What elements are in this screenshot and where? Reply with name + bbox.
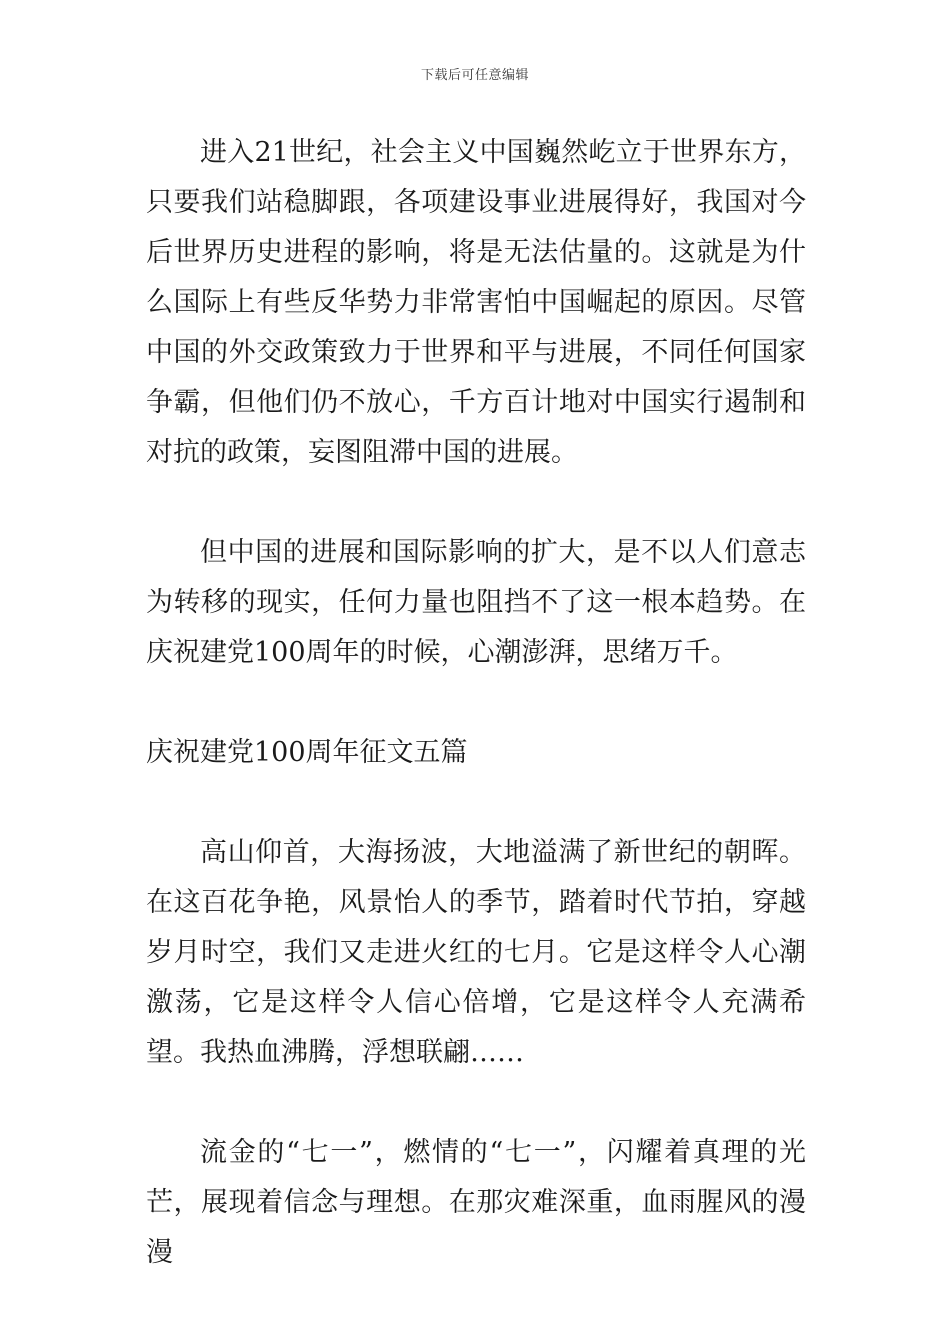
section-title: 庆祝建党100周年征文五篇 [146,737,468,768]
paragraph-4: 流金的“七一”，燃情的“七一”，闪耀着真理的光芒，展现着信念与理想。在那灾难深重，血雨腥风的漫漫 [146,1137,806,1268]
page-header-note: 下载后可任意编辑 [420,68,529,83]
document-body [146,128,806,1278]
paragraph-spacer [146,478,806,528]
paragraph-spacer [146,678,806,728]
paragraph-spacer [146,1078,806,1128]
paragraph-1: 进入21世纪，社会主义中国巍然屹立于世界东方，只要我们站稳脚跟，各项建设事业进展得好，我国对今后世界历史进程的影响，将是无法估量的。这就是为什么国际上有些反华势力非常害怕中国崛起的原因。尽管中国的外交政策致力于世界和平与进展，不同任何国家争霸，但他们仍不放心，千方百计地对中国实行遏制和对抗的政策，妄图阻滞中国的进展。 [146,137,806,468]
paragraph-2: 但中国的进展和国际影响的扩大，是不以人们意志为转移的现实，任何力量也阻挡不了这一根本趋势。在庆祝建党100周年的时候，心潮澎湃，思绪万千。 [146,537,806,668]
paragraph-spacer [146,778,806,828]
paragraph-3: 高山仰首，大海扬波，大地溢满了新世纪的朝晖。在这百花争艳，风景怡人的季节，踏着时代节拍，穿越岁月时空，我们又走进火红的七月。它是这样令人心潮激荡，它是这样令人信心倍增，它是这样令人充满希望。我热血沸腾，浮想联翩…… [146,837,806,1068]
